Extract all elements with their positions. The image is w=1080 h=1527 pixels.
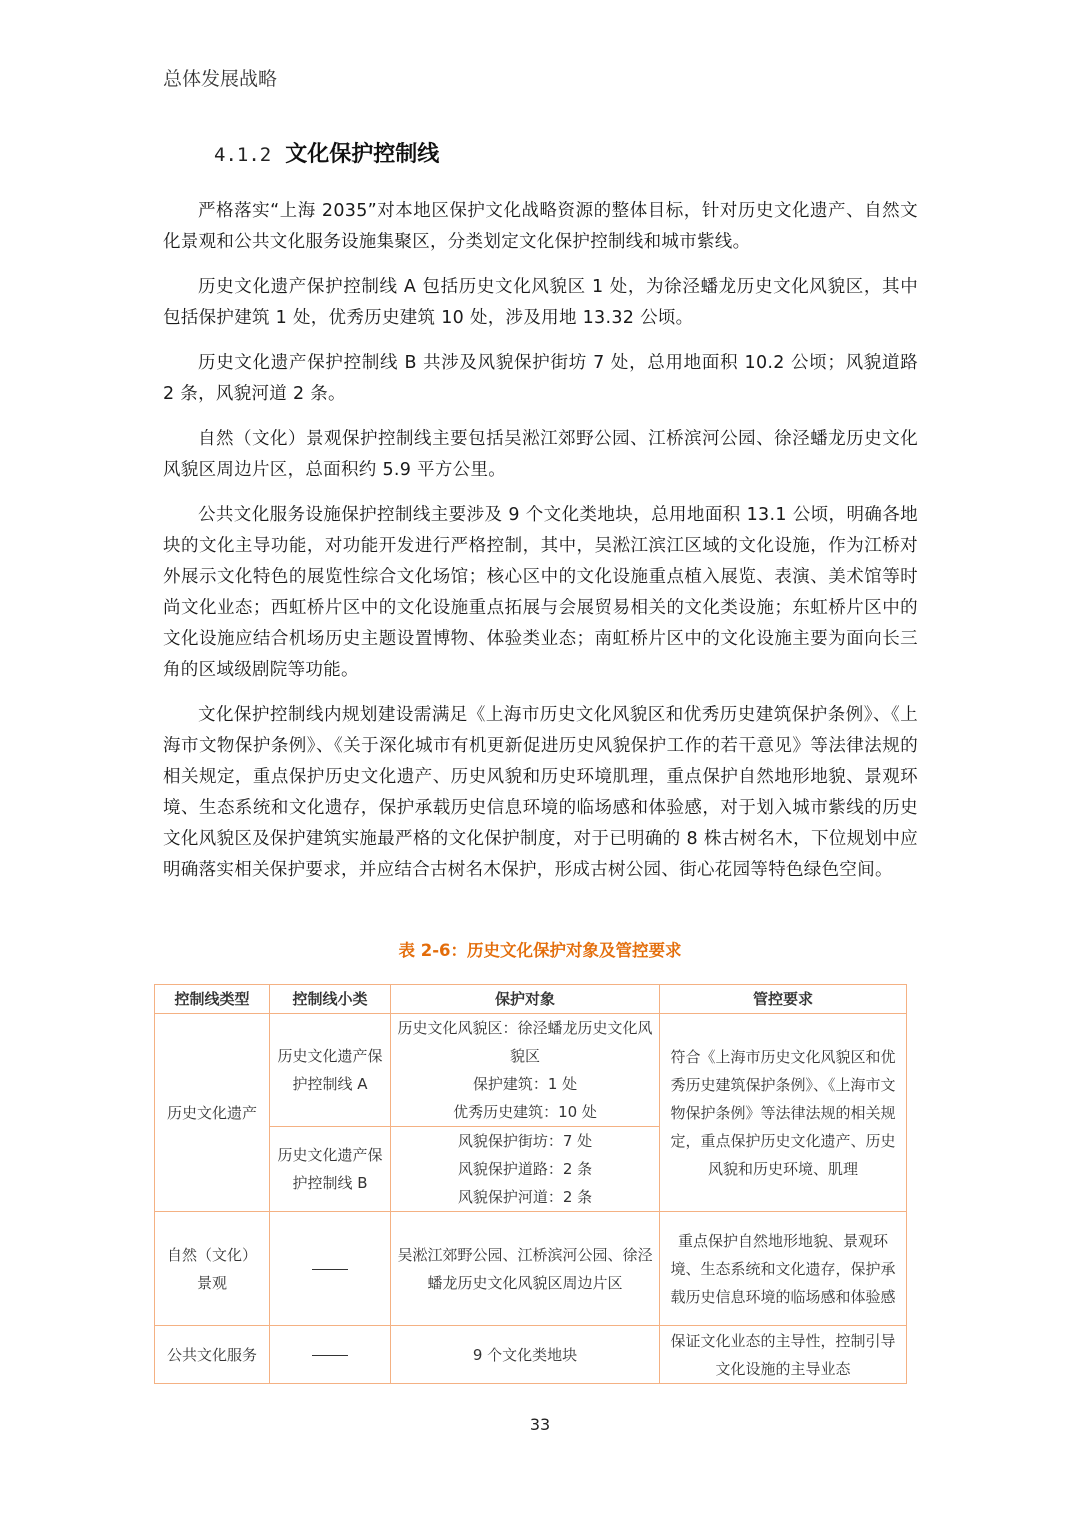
paragraph: 历史文化遗产保护控制线 B 共涉及风貌保护街坊 7 处，总用地面积 10.2 公顷；风貌道路 2 条，风貌河道 2 条。 <box>163 353 918 404</box>
table-cell: 历史文化遗产 <box>155 1014 270 1212</box>
table-cell: 历史文化遗产保护控制线 A <box>270 1014 391 1127</box>
body-text <box>163 196 918 900</box>
table-cell <box>270 1212 391 1326</box>
section-heading <box>214 137 439 168</box>
table-cell <box>391 1014 660 1127</box>
paragraph: 公共文化服务设施保护控制线主要涉及 9 个文化类地块，总用地面积 13.1 公顷，明确各地块的文化主导功能，对功能开发进行严格控制，其中，吴淞江滨江区域的文化设施，作为江桥对外展示文化特色的展览性综合文化场馆；核心区中的文化设施重点植入展览、表演、美术馆等时尚文化业态；西虹桥片区中的文化设施重点拓展与会展贸易相关的文化类设施；东虹桥片区中的文化设施应结合机场历史主题设置博物、体验类业态；南虹桥片区中的文化设施主要为面向长三角的区域级剧院等功能。 <box>163 505 918 680</box>
paragraph: 文化保护控制线内规划建设需满足《上海市历史文化风貌区和优秀历史建筑保护条例》、《上海市文物保护条例》、《关于深化城市有机更新促进历史风貌保护工作的若干意见》等法律法规的相关规定，重点保护历史文化遗产、历史风貌和历史环境肌理，重点保护自然地形地貌、景观环境、生态系统和文化遗存，保护承载历史信息环境的临场感和体验感，对于划入城市紫线的历史文化风貌区及保护建筑实施最严格的文化保护制度，对于已明确的 8 株古树名木，下位规划中应明确落实相关保护要求，并应结合古树名木保护，形成古树公园、街心花园等特色绿色空间。 <box>163 705 918 880</box>
table-cell <box>270 1326 391 1384</box>
table-header-cell: 控制线类型 <box>155 985 270 1014</box>
table-row <box>155 1014 907 1127</box>
table-cell: 9 个文化类地块 <box>391 1326 660 1384</box>
section-title: 文化保护控制线 <box>285 142 440 167</box>
control-table <box>154 984 907 1384</box>
running-header: 总体发展战略 <box>163 68 278 90</box>
section-number: 4.1.2 <box>214 144 272 166</box>
table-cell: 符合《上海市历史文化风貌区和优秀历史建筑保护条例》、《上海市文物保护条例》等法律法规的相关规定，重点保护历史文化遗产、历史风貌和历史环境、肌理 <box>660 1014 907 1212</box>
table-cell: 自然（文化）景观 <box>155 1212 270 1326</box>
table-row <box>155 1326 907 1384</box>
cell-line: 优秀历史建筑：10 处 <box>453 1103 597 1121</box>
table-cell: 历史文化遗产保护控制线 B <box>270 1127 391 1212</box>
table-header-cell: 控制线小类 <box>270 985 391 1014</box>
paragraph: 严格落实“上海 2035”对本地区保护文化战略资源的整体目标，针对历史文化遗产、自然文化景观和公共文化服务设施集聚区，分类划定文化保护控制线和城市紫线。 <box>163 201 918 252</box>
cell-line: 历史文化风貌区：徐泾蟠龙历史文化风貌区 <box>397 1019 653 1065</box>
paragraph: 历史文化遗产保护控制线 A 包括历史文化风貌区 1 处，为徐泾蟠龙历史文化风貌区，其中包括保护建筑 1 处，优秀历史建筑 10 处，涉及用地 13.32 公顷。 <box>163 277 918 328</box>
cell-line: 保护建筑：1 处 <box>472 1075 578 1093</box>
table-cell: 吴淞江郊野公园、江桥滨河公园、徐泾蟠龙历史文化风貌区周边片区 <box>391 1212 660 1326</box>
table-cell: 重点保护自然地形地貌、景观环境、生态系统和文化遗存，保护承载历史信息环境的临场感和体验感 <box>660 1212 907 1326</box>
table-header-cell: 管控要求 <box>660 985 907 1014</box>
paragraph: 自然（文化）景观保护控制线主要包括吴淞江郊野公园、江桥滨河公园、徐泾蟠龙历史文化风貌区周边片区，总面积约 5.9 平方公里。 <box>163 429 918 480</box>
table-cell <box>391 1127 660 1212</box>
dash-placeholder <box>312 1355 348 1356</box>
cell-line: 风貌保护河道：2 条 <box>457 1188 593 1206</box>
table-row <box>155 1212 907 1326</box>
page-number: 33 <box>529 1415 551 1434</box>
cell-line: 风貌保护街坊：7 处 <box>457 1132 593 1150</box>
table-cell: 公共文化服务 <box>155 1326 270 1384</box>
table-header-row <box>155 985 907 1014</box>
cell-line: 风貌保护道路：2 条 <box>457 1160 593 1178</box>
table-caption: 表 2-6：历史文化保护对象及管控要求 <box>398 941 682 960</box>
dash-placeholder <box>312 1269 348 1270</box>
table-cell: 保证文化业态的主导性，控制引导文化设施的主导业态 <box>660 1326 907 1384</box>
table-header-cell: 保护对象 <box>391 985 660 1014</box>
